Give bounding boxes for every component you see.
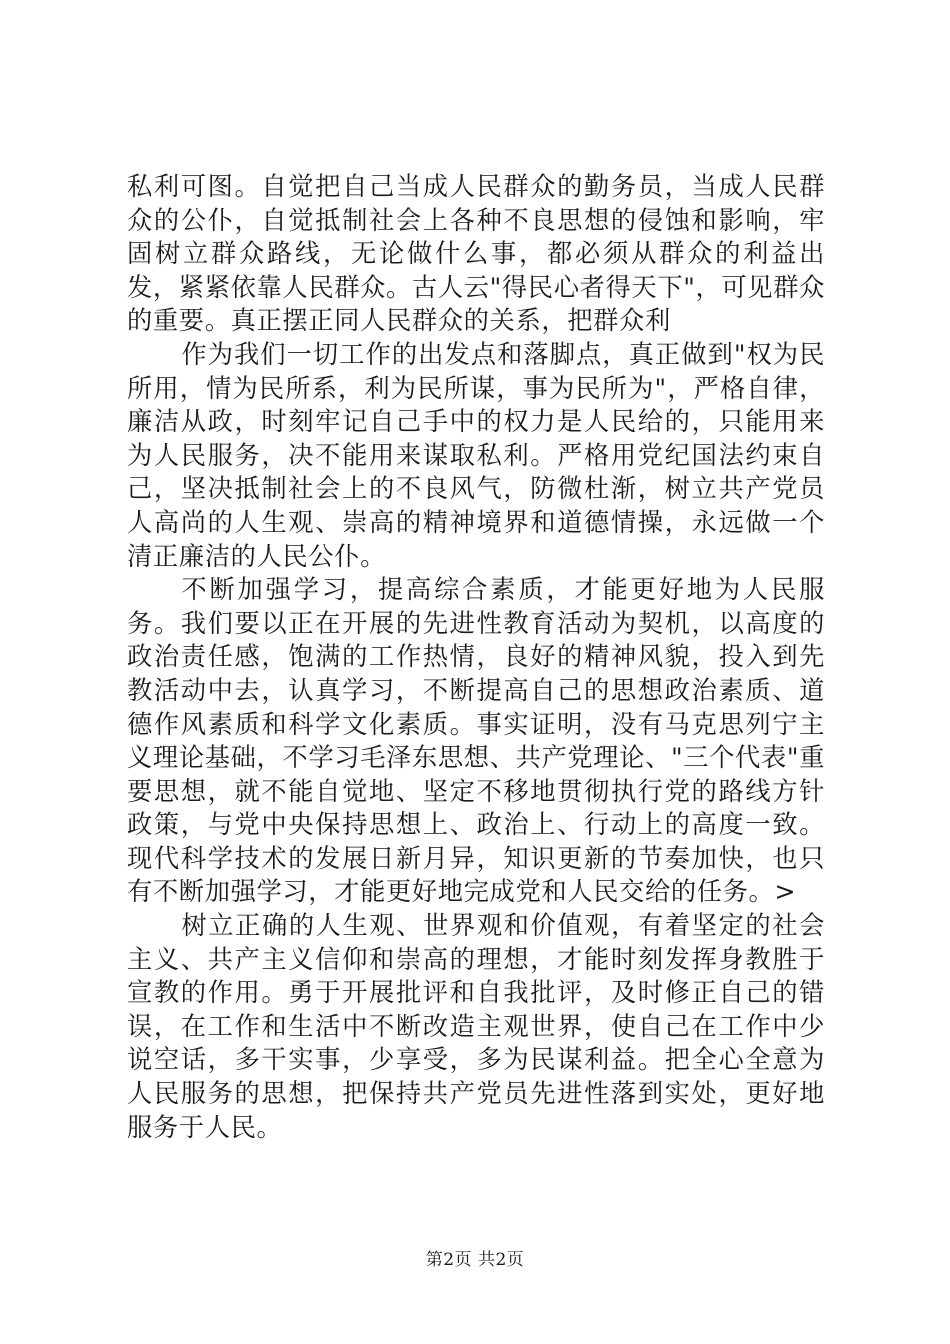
paragraph-4: 树立正确的人生观、世界观和价值观，有着坚定的社会主义、共产主义信仰和崇高的理想，才能时刻发挥身教胜于宣教的作用。勇于开展批评和自我批评，及时修正自己的错误，在工作和生活中不断改造主观世界，使自己在工作中少说空话，多干实事，少享受，多为民谋利益。把全心全意为人民服务的思想，把保持共产党员先进性落到实处，更好地服务于人民。 [127,911,825,1142]
paragraph-3: 不断加强学习，提高综合素质，才能更好地为人民服务。我们要以正在开展的先进性教育活动为契机，以高度的政治责任感，饱满的工作热情，良好的精神风貌，投入到先教活动中去，认真学习，不断提高自己的思想政治素质、道德作风素质和科学文化素质。事实证明，没有马克思列宁主义理论基础，不学习毛泽东思想、共产党理论、"三个代表"重要思想，就不能自觉地、坚定不移地贯彻执行党的路线方针政策，与党中央保持思想上、政治上、行动上的高度一致。现代科学技术的发展日新月异，知识更新的节奏加快，也只有不断加强学习，才能更好地完成党和人民交给的任务。> [127,575,825,907]
page-number-footer: 第2页 共2页 [425,1250,525,1270]
document-body [127,170,825,1144]
paragraph-1: 私利可图。自觉把自己当成人民群众的勤务员，当成人民群众的公仆，自觉抵制社会上各种不良思想的侵蚀和影响，牢固树立群众路线，无论做什么事，都必须从群众的利益出发，紧紧依靠人民群众。古人云"得民心者得天下"，可见群众的重要。真正摆正同人民群众的关系，把群众利 [127,172,825,336]
paragraph-2: 作为我们一切工作的出发点和落脚点，真正做到"权为民所用，情为民所系，利为民所谋，事为民所为"，严格自律，廉洁从政，时刻牢记自己手中的权力是人民给的，只能用来为人民服务，决不能用来谋取私利。严格用党纪国法约束自己，坚决抵制社会上的不良风气，防微杜渐，树立共产党员人高尚的人生观、崇高的精神境界和道德情操，永远做一个清正廉洁的人民公仆。 [127,339,825,571]
